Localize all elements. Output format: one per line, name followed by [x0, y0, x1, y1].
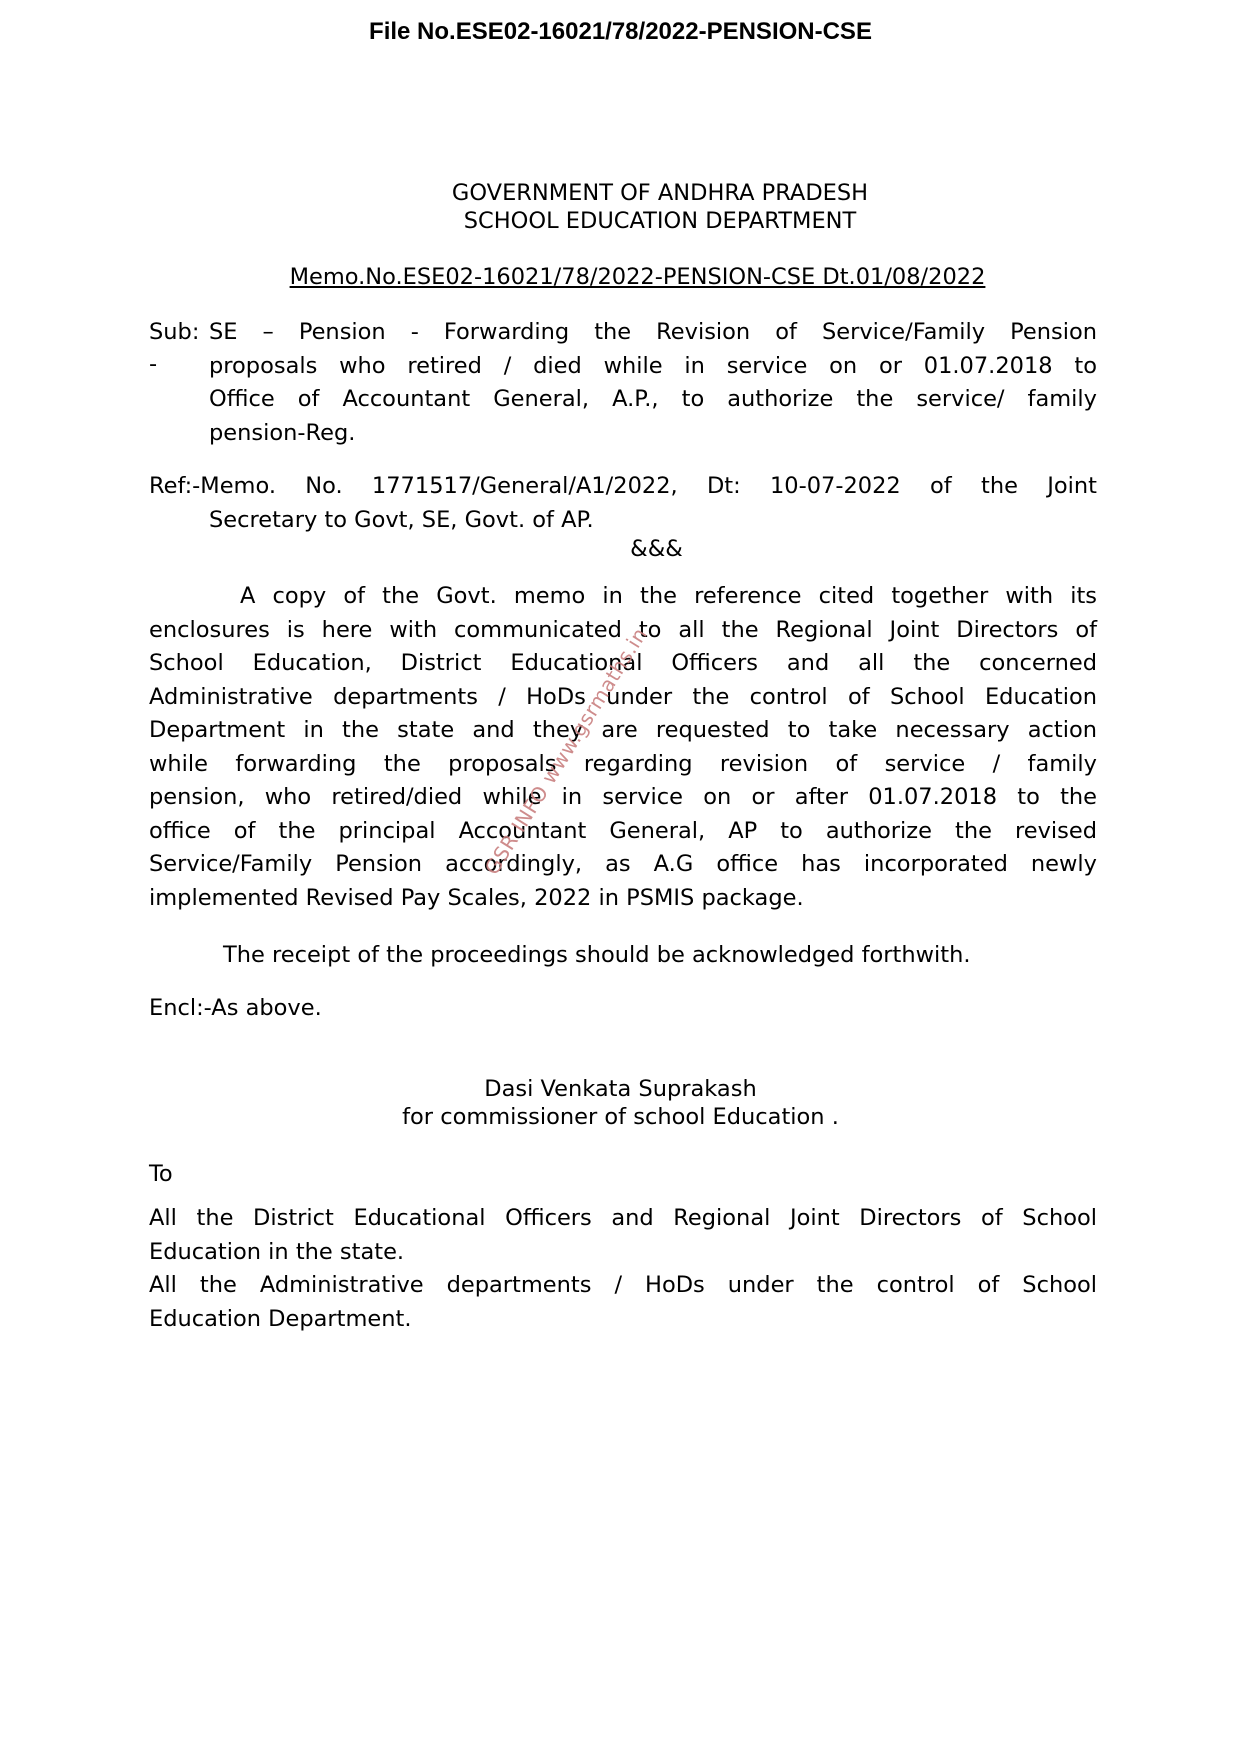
subject-line: pension-Reg.	[209, 419, 356, 446]
acknowledgement-line: The receipt of the proceedings should be acknowledged forthwith.	[223, 942, 971, 968]
body-line: Service/Family Pension accordingly, as A.G office has incorporated newly	[149, 851, 1097, 877]
subject-line: SE – Pension - Forwarding the Revision of Service/Family Pension	[209, 319, 1097, 345]
recipient-line: Education in the state.	[149, 1238, 405, 1265]
body-line: while forwarding the proposals regarding revision of service / family	[149, 750, 1097, 777]
body-line: A copy of the Govt. memo in the reference cited together with its	[240, 583, 1097, 609]
body-line: implemented Revised Pay Scales, 2022 in PSMIS package.	[149, 884, 804, 911]
body-line: office of the principal Accountant General, AP to authorize the revised	[149, 817, 1097, 844]
signatory-designation: for commissioner of school Education .	[402, 1104, 839, 1130]
separator-mark: &&&	[630, 536, 683, 562]
recipient-line: All the District Educational Officers and Regional Joint Directors of School	[149, 1205, 1097, 1231]
memo-number: Memo.No.ESE02-16021/78/2022-PENSION-CSE Dt.01/08/2022	[289, 264, 986, 290]
subject-label: Sub:	[149, 319, 200, 345]
subject-label-dash: -	[149, 351, 158, 377]
body-line: School Education, District Educational Officers and all the concerned	[149, 650, 1097, 676]
enclosure-line: Encl:-As above.	[149, 995, 322, 1021]
recipient-line: All the Administrative departments / HoDs under the control of School	[149, 1272, 1097, 1298]
recipient-line: Education Department.	[149, 1305, 412, 1332]
file-number: File No.ESE02-16021/78/2022-PENSION-CSE	[369, 18, 872, 45]
to-label: To	[149, 1161, 173, 1187]
body-line: enclosures is here with communicated to all the Regional Joint Directors of	[149, 616, 1097, 643]
department-heading: SCHOOL EDUCATION DEPARTMENT	[463, 208, 857, 234]
reference-line: Ref:-Memo. No. 1771517/General/A1/2022, Dt: 10-07-2022 of the Joint	[149, 473, 1097, 499]
government-heading: GOVERNMENT OF ANDHRA PRADESH	[451, 180, 869, 206]
body-line: Administrative departments / HoDs under the control of School Education	[149, 683, 1097, 710]
body-line: pension, who retired/died while in service on or after 01.07.2018 to the	[149, 784, 1097, 810]
watermark-text: GSR INFO www.gsrmaths.in	[479, 623, 652, 879]
body-line: Department in the state and they are requested to take necessary action	[149, 717, 1097, 743]
reference-line: Secretary to Govt, SE, Govt. of AP.	[209, 506, 594, 533]
signatory-name: Dasi Venkata Suprakash	[484, 1076, 757, 1102]
subject-line: Office of Accountant General, A.P., to authorize the service/ family	[209, 386, 1097, 412]
subject-line: proposals who retired / died while in service on or 01.07.2018 to	[209, 352, 1097, 379]
